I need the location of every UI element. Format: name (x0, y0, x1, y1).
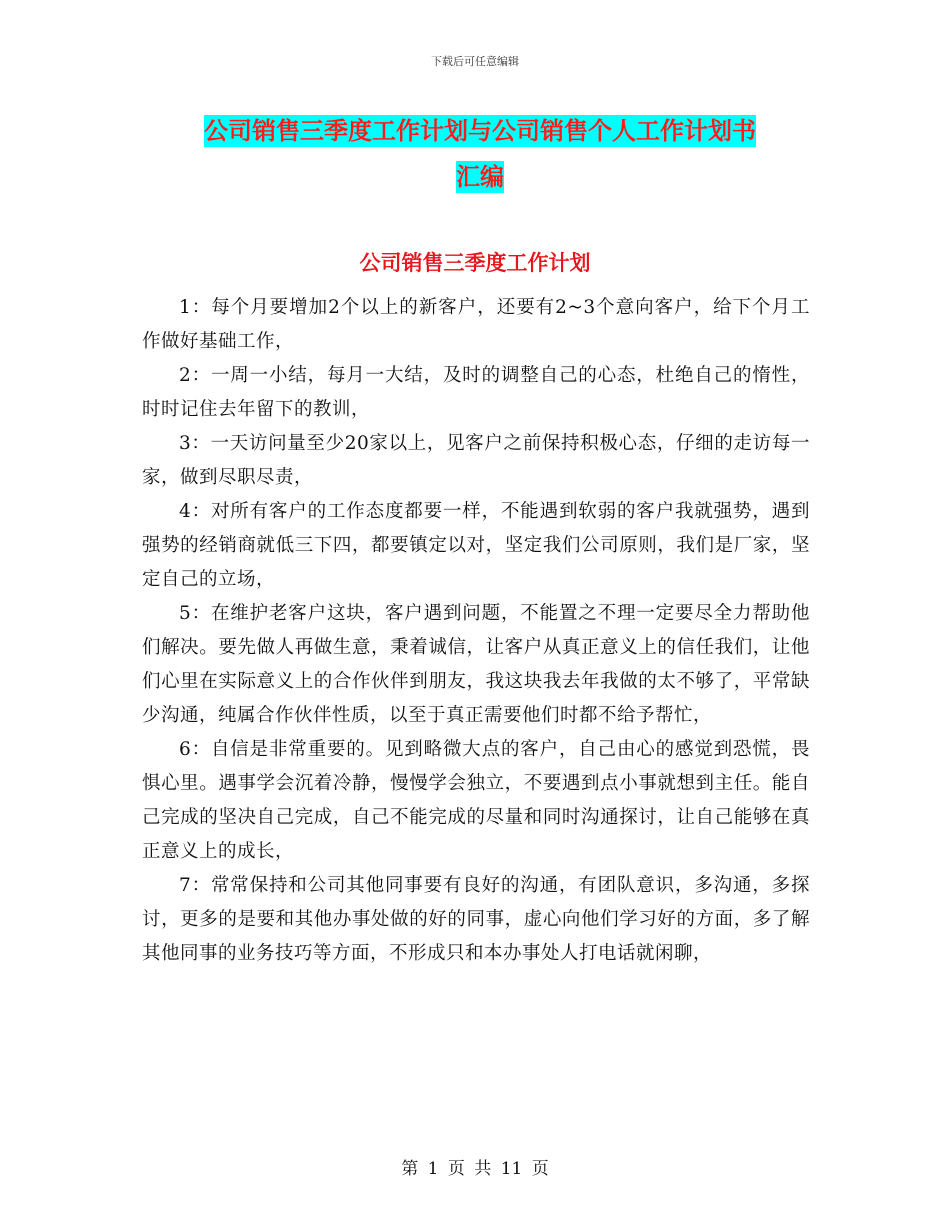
paragraph-5: 5：在维护老客户这块，客户遇到问题，不能置之不理一定要尽全力帮助他们解决。要先做人再做生意，秉着诚信，让客户从真正意义上的信任我们，让他们心里在实际意义上的合作伙伴到朋友，我这块我去年我做的太不够了，平常缺少沟通，纯属合作伙伴性质，以至于真正需要他们时都不给予帮忙， (142, 603, 810, 726)
document-title-line-2: 汇编 (456, 163, 504, 191)
paragraph-7: 7：常常保持和公司其他同事要有良好的沟通，有团队意识，多沟通，多探讨，更多的是要和其他办事处做的好的同事，虚心向他们学习好的方面，多了解其他同事的业务技巧等方面，不形成只和本办事处人打电话就闲聊， (142, 875, 810, 964)
page-number: 第 1 页 共 11 页 (401, 1159, 549, 1179)
paragraph-2: 2：一周一小结，每月一大结，及时的调整自己的心态，杜绝自己的惰性，时时记住去年留下的教训， (142, 365, 810, 420)
section-title: 公司销售三季度工作计划 (359, 251, 591, 275)
document-title (150, 108, 810, 200)
paragraph-1: 1：每个月要增加2个以上的新客户，还要有2~3个意向客户，给下个月工作做好基础工作， (142, 297, 810, 352)
paragraph-4: 4：对所有客户的工作态度都要一样，不能遇到软弱的客户我就强势，遇到强势的经销商就低三下四，都要镇定以对，坚定我们公司原则，我们是厂家，坚定自己的立场， (142, 501, 810, 590)
document-body (142, 291, 810, 971)
paragraph-3: 3：一天访问量至少20家以上，见客户之前保持积极心态，仔细的走访每一家，做到尽职尽责， (142, 433, 810, 488)
document-title-line-1: 公司销售三季度工作计划与公司销售个人工作计划书 (204, 117, 756, 145)
page-header-note: 下载后可任意编辑 (431, 55, 519, 68)
paragraph-6: 6：自信是非常重要的。见到略微大点的客户，自己由心的感觉到恐慌，畏惧心里。遇事学会沉着冷静，慢慢学会独立，不要遇到点小事就想到主任。能自己完成的坚决自己完成，自己不能完成的尽量和同时沟通探讨，让自己能够在真正意义上的成长， (142, 739, 810, 862)
